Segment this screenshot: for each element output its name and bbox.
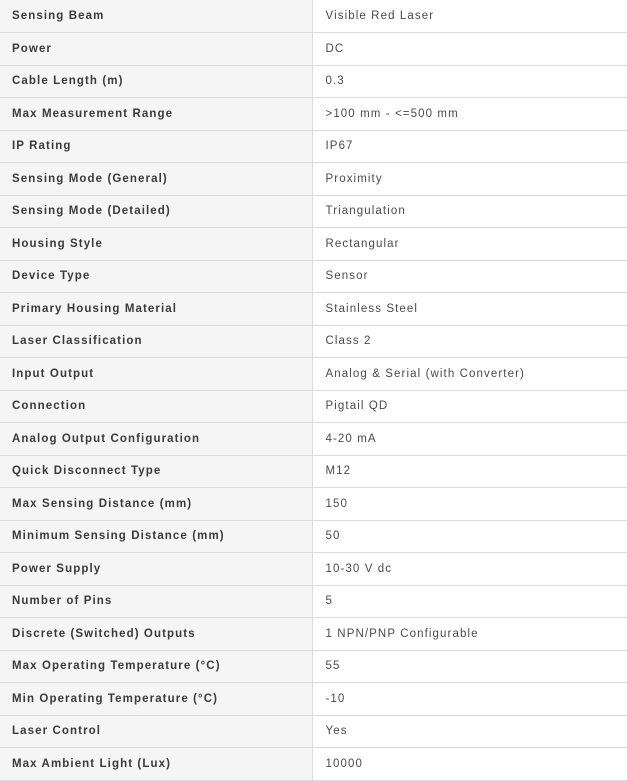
spec-value: M12 [312, 455, 627, 488]
spec-value: Yes [312, 715, 627, 748]
spec-label: Laser Control [0, 715, 312, 748]
spec-label: Housing Style [0, 228, 312, 261]
table-row [0, 0, 627, 33]
spec-value: 1 NPN/PNP Configurable [312, 618, 627, 651]
spec-label: Min Operating Temperature (°C) [0, 683, 312, 716]
table-row [0, 650, 627, 683]
spec-value: 50 [312, 520, 627, 553]
table-row [0, 455, 627, 488]
table-row [0, 293, 627, 326]
spec-value: Triangulation [312, 195, 627, 228]
spec-label: Max Sensing Distance (mm) [0, 488, 312, 521]
spec-label: Max Ambient Light (Lux) [0, 748, 312, 781]
spec-label: Discrete (Switched) Outputs [0, 618, 312, 651]
table-row [0, 520, 627, 553]
spec-label: Sensing Beam [0, 0, 312, 33]
spec-value: 10-30 V dc [312, 553, 627, 586]
table-row [0, 65, 627, 98]
spec-value: 0.3 [312, 65, 627, 98]
spec-value: Class 2 [312, 325, 627, 358]
table-row [0, 390, 627, 423]
table-row [0, 228, 627, 261]
spec-label: Connection [0, 390, 312, 423]
spec-label: Device Type [0, 260, 312, 293]
table-row [0, 715, 627, 748]
table-row [0, 358, 627, 391]
spec-value: IP67 [312, 130, 627, 163]
table-row [0, 163, 627, 196]
spec-label: Laser Classification [0, 325, 312, 358]
spec-value: >100 mm - <=500 mm [312, 98, 627, 131]
spec-label: Sensing Mode (General) [0, 163, 312, 196]
spec-value: Rectangular [312, 228, 627, 261]
spec-value: Proximity [312, 163, 627, 196]
spec-label: Max Operating Temperature (°C) [0, 650, 312, 683]
spec-value: DC [312, 33, 627, 66]
spec-label: Number of Pins [0, 585, 312, 618]
spec-value: 55 [312, 650, 627, 683]
table-row [0, 585, 627, 618]
table-row [0, 748, 627, 781]
spec-label: Power Supply [0, 553, 312, 586]
table-row [0, 325, 627, 358]
spec-label: Minimum Sensing Distance (mm) [0, 520, 312, 553]
spec-label: Cable Length (m) [0, 65, 312, 98]
table-row [0, 553, 627, 586]
table-row [0, 195, 627, 228]
spec-label: Quick Disconnect Type [0, 455, 312, 488]
table-row [0, 423, 627, 456]
table-row [0, 618, 627, 651]
spec-label: Max Measurement Range [0, 98, 312, 131]
spec-value: -10 [312, 683, 627, 716]
spec-label: IP Rating [0, 130, 312, 163]
spec-value: Analog & Serial (with Converter) [312, 358, 627, 391]
spec-value: 150 [312, 488, 627, 521]
spec-label: Power [0, 33, 312, 66]
spec-value: Visible Red Laser [312, 0, 627, 33]
spec-value: Stainless Steel [312, 293, 627, 326]
table-row [0, 33, 627, 66]
spec-value: 5 [312, 585, 627, 618]
spec-value: 10000 [312, 748, 627, 781]
spec-label: Analog Output Configuration [0, 423, 312, 456]
table-row [0, 683, 627, 716]
spec-value: Pigtail QD [312, 390, 627, 423]
table-row [0, 98, 627, 131]
spec-label: Input Output [0, 358, 312, 391]
table-row [0, 260, 627, 293]
table-row [0, 130, 627, 163]
spec-value: 4-20 mA [312, 423, 627, 456]
table-row [0, 488, 627, 521]
spec-value: Sensor [312, 260, 627, 293]
spec-label: Sensing Mode (Detailed) [0, 195, 312, 228]
spec-label: Primary Housing Material [0, 293, 312, 326]
